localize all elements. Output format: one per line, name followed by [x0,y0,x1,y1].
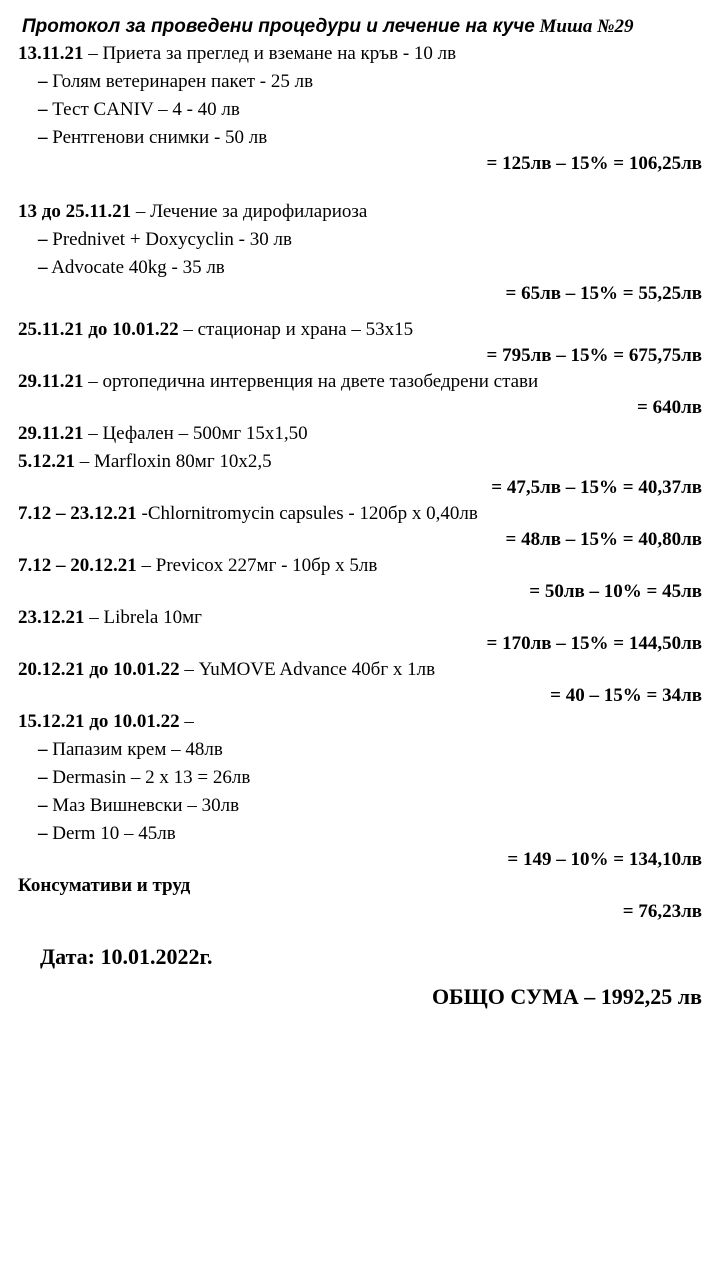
title-text: Протокол за проведени процедури и лечение на куче [22,16,535,37]
procedure-date: Консумативи и труд [18,875,191,896]
procedure-description: – [179,711,194,732]
item-dash: – [38,229,48,250]
procedure-section [18,448,702,500]
sub-item [18,254,702,282]
sub-item-text: Тест CANIV – 4 - 40 лв [52,99,240,120]
section-total: = 65лв – 15% = 55,25лв [505,283,702,304]
sub-item-text: Маз Вишневски – 30лв [52,795,240,816]
procedure-line [18,604,702,632]
item-dash: – [38,127,48,148]
procedure-date: 7.12 – 23.12.21 [18,503,137,524]
section-total: = 48лв – 15% = 40,80лв [505,529,702,550]
item-dash: – [38,257,48,278]
procedure-section [18,552,702,604]
procedure-date: 25.11.21 до 10.01.22 [18,319,179,340]
sub-item [18,764,702,792]
sub-item-text: Рентгенови снимки - 50 лв [52,127,268,148]
sub-item-text: Advocate 40kg - 35 лв [51,257,225,278]
procedure-line [18,708,702,736]
procedure-description: – Librela 10мг [84,607,202,628]
sub-item [18,124,702,152]
procedure-section [18,368,702,420]
section-total: = 149 – 10% = 134,10лв [507,849,702,870]
procedure-line [18,872,702,900]
section-total: = 125лв – 15% = 106,25лв [486,153,702,174]
procedure-description: – Цефален – 500мг 15х1,50 [83,423,308,444]
item-dash: – [38,767,48,788]
procedure-description: -Chlornitromycin capsules - 120бр х 0,40лв [136,503,478,524]
procedure-line [18,500,702,528]
procedure-description: – Previcox 227мг - 10бр х 5лв [136,555,378,576]
procedure-date: 15.12.21 до 10.01.22 [18,711,180,732]
procedure-section [18,656,702,708]
procedure-date: 13.11.21 [18,43,84,64]
procedure-date: 7.12 – 20.12.21 [18,555,137,576]
procedure-line [18,40,702,68]
procedure-date: 29.11.21 [18,423,84,444]
item-dash: – [38,823,48,844]
item-dash: – [38,71,48,92]
procedure-line [18,420,702,448]
sub-item-text: Dermasin – 2 х 13 = 26лв [52,767,251,788]
sub-item [18,226,702,254]
document-title [22,14,702,40]
procedure-line [18,368,702,396]
sub-item-text: Prednivet + Doxycyclin - 30 лв [52,229,292,250]
procedure-list [18,40,702,924]
procedure-section [18,500,702,552]
procedure-line [18,198,702,226]
procedure-description: – Лечение за дирофилариоза [131,201,368,222]
sub-item-text: Derm 10 – 45лв [52,823,176,844]
procedure-section [18,198,702,306]
item-dash: – [38,739,48,760]
sub-item-text: Голям ветеринарен пакет - 25 лв [52,71,314,92]
section-total: = 50лв – 10% = 45лв [529,581,702,602]
procedure-section [18,708,702,872]
procedure-date: 13 до 25.11.21 [18,201,132,222]
procedure-date: 23.12.21 [18,607,85,628]
procedure-description: – стационар и храна – 53х15 [178,319,414,340]
section-total: = 795лв – 15% = 675,75лв [486,345,702,366]
sub-item [18,68,702,96]
procedure-section [18,872,702,924]
procedure-line [18,448,702,476]
spacer [18,306,702,316]
procedure-description: – ортопедична интервенция на двете тазобедрени стави [83,371,539,392]
procedure-line [18,656,702,684]
procedure-section [18,604,702,656]
sub-item [18,736,702,764]
procedure-date: 29.11.21 [18,371,84,392]
grand-total: ОБЩО СУМА – 1992,25 лв [431,984,702,1009]
section-total: = 76,23лв [622,901,702,922]
section-total: = 640лв [637,397,702,418]
procedure-description: – YuMOVE Advance 40бг х 1лв [179,659,436,680]
document-date: Дата: 10.01.2022г. [40,944,213,969]
sub-item [18,820,702,848]
section-total: = 40 – 15% = 34лв [550,685,702,706]
spacer [18,176,702,198]
item-dash: – [38,99,48,120]
procedure-section [18,420,702,448]
section-total: = 170лв – 15% = 144,50лв [486,633,702,654]
sub-item-text: Папазим крем – 48лв [52,739,223,760]
procedure-line [18,552,702,580]
sub-item [18,792,702,820]
sub-item [18,96,702,124]
procedure-date: 5.12.21 [18,451,75,472]
section-total: = 47,5лв – 15% = 40,37лв [491,477,702,498]
procedure-line [18,316,702,344]
procedure-section [18,40,702,176]
procedure-description: – Приета за преглед и вземане на кръв - 10 лв [83,43,457,64]
procedure-description: – Marfloxin 80мг 10х2,5 [75,451,272,472]
item-dash: – [38,795,48,816]
procedure-section [18,316,702,368]
pet-name: Миша №29 [539,16,634,37]
procedure-date: 20.12.21 до 10.01.22 [18,659,180,680]
